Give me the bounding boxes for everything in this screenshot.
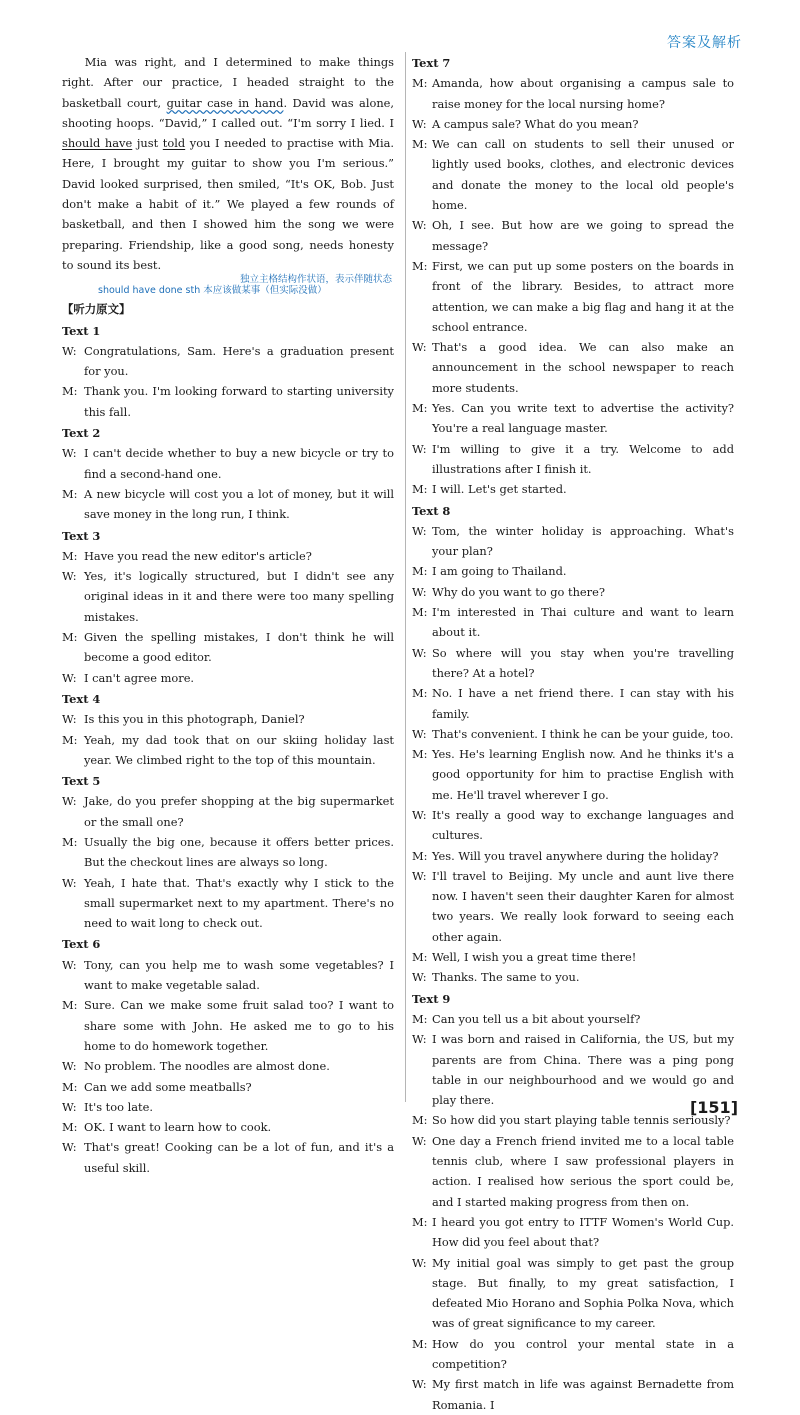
dialogue-text: It's too late. (84, 1099, 153, 1114)
speaker-label: W: (412, 1032, 427, 1047)
speaker-label: W: (62, 343, 77, 358)
dialogue-text: One day a French friend invited me to a local table tennis club, where I saw professional players in action. I realised how serious the sport could be, and I started making progress from then on. (432, 1133, 734, 1209)
dialogue-line (412, 1009, 734, 1029)
dialogue-text: Yes, it's logically structured, but I didn't see any original ideas in it and there were too many spelling mistakes. (84, 569, 394, 624)
speaker-label: W: (412, 970, 427, 985)
dialogue-line (62, 730, 394, 771)
dialogue-line (412, 215, 734, 256)
dialogue-text: Usually the big one, because it offers better prices. But the checkout lines are always so long. (84, 834, 394, 870)
dialogue-text: First, we can put up some posters on the boards in front of the library. Besides, to attract more attention, we can make a big flag and hang it at the school entrance. (432, 258, 734, 334)
speaker-label: M: (412, 137, 428, 152)
dialogue-text: Is this you in this photograph, Daniel? (84, 712, 305, 727)
dialogue-line (412, 582, 734, 602)
dialogue-text: No problem. The noodles are almost done. (84, 1059, 330, 1074)
dialogue-text: Thanks. The same to you. (432, 970, 580, 985)
dialogue-line (412, 398, 734, 439)
dialogue-text: I can't agree more. (84, 670, 195, 685)
dialogue-line (62, 709, 394, 729)
dialogue-line (412, 1253, 734, 1334)
speaker-label: M: (62, 1079, 78, 1094)
dialogue-line (412, 846, 734, 866)
dialogue-line (412, 805, 734, 846)
dialogue-text: No. I have a net friend there. I can stay with his family. (432, 686, 734, 721)
dialogue-line (62, 1097, 394, 1117)
dialogue-text: Yeah, I hate that. That's exactly why I stick to the small supermarket next to my apartment. There's no need to wait long to check out. (84, 875, 394, 931)
dialogue-line (412, 73, 734, 114)
dialogue-text: My first match in life was against Bernadette from Romania. I (432, 1377, 734, 1412)
speaker-label: W: (62, 670, 77, 685)
speaker-label: W: (412, 726, 427, 741)
speaker-label: W: (62, 712, 77, 727)
text-title: Text 2 (62, 426, 101, 441)
dialogue-line (412, 1131, 734, 1212)
speaker-label: W: (412, 1255, 427, 1270)
dialogue-text: I will. Let's get started. (432, 482, 567, 497)
speaker-label: M: (62, 486, 78, 501)
dialogue-text: Have you read the new editor's article? (84, 548, 312, 563)
speaker-label: W: (412, 523, 427, 538)
dialogue-line (62, 627, 394, 668)
dialogue-line (62, 1137, 394, 1178)
speaker-label: W: (412, 1377, 427, 1392)
passage-text-3: just (132, 136, 163, 151)
dialogue-line (412, 1110, 734, 1130)
speaker-label: M: (412, 564, 428, 579)
speaker-label: M: (412, 605, 428, 620)
dialogue-line (62, 955, 394, 996)
passage (62, 52, 394, 297)
page-header: 答案及解析 (667, 35, 742, 51)
dialogue-line (412, 724, 734, 744)
dialogue-text: Yes. Can you write text to advertise the activity? You're a real language master. (432, 401, 734, 436)
dialogue-text: Yes. He's learning English now. And he thinks it's a good opportunity for him to practise English with me. He'll travel wherever I go. (432, 747, 734, 802)
annotated-phrase-3: told (162, 136, 186, 151)
speaker-label: W: (412, 868, 427, 883)
dialogue-line (412, 947, 734, 967)
left-column (62, 52, 394, 1178)
passage-paragraph (62, 52, 394, 275)
left-dialogues (62, 321, 394, 1178)
speaker-label: M: (62, 834, 78, 849)
text-title: Text 5 (62, 774, 101, 789)
annotated-phrase-2: should have (62, 136, 133, 151)
dialogue-text: We can call on students to sell their unused or lightly used books, clothes, and electronic devices and donate the money to the local old people's home. (432, 137, 734, 213)
speaker-label: W: (412, 807, 427, 822)
dialogue-text: I heard you got entry to ITTF Women's World Cup. How did you feel about that? (432, 1214, 734, 1250)
speaker-label: M: (62, 732, 78, 747)
right-dialogues (412, 53, 734, 1415)
dialogue-line (412, 1212, 734, 1253)
speaker-label: M: (412, 686, 428, 701)
dialogue-line (412, 521, 734, 562)
text-title: Text 1 (62, 323, 101, 338)
dialogue-text: Congratulations, Sam. Here's a graduation present for you. (84, 343, 394, 379)
dialogue-text: That's convenient. I think he can be your guide, too. (432, 726, 734, 741)
speaker-label: M: (62, 548, 78, 563)
speaker-label: W: (412, 116, 427, 131)
dialogue-text: So how did you start playing table tennis seriously? (432, 1113, 731, 1128)
dialogue-line (412, 1334, 734, 1375)
dialogue-text: Yeah, my dad took that on our skiing holiday last year. We climbed right to the top of this mountain. (84, 732, 394, 767)
speaker-label: W: (412, 340, 427, 355)
dialogue-line (412, 602, 734, 643)
text-title: Text 6 (62, 937, 101, 952)
dialogue-text: Tom, the winter holiday is approaching. What's your plan? (432, 523, 734, 559)
dialogue-text: Oh, I see. But how are we going to spread the message? (432, 218, 734, 253)
dialogue-line (62, 546, 394, 566)
speaker-label: M: (412, 1011, 428, 1026)
dialogue-text: Tony, can you help me to wash some vegetables? I want to make vegetable salad. (84, 957, 394, 993)
dialogue-text: Well, I wish you a great time there! (432, 950, 637, 965)
speaker-label: M: (412, 1214, 428, 1229)
page-number-value: 151 (697, 1098, 731, 1117)
dialogue-line (62, 995, 394, 1056)
dialogue-text: That's a good idea. We can also make an announcement in the school newspaper to reach more students. (432, 340, 734, 395)
passage-text-2: . David was alone, shooting hoops. “David,” I called out. “I'm sorry I lied. I (62, 95, 395, 130)
text-title: Text 7 (412, 56, 451, 70)
dialogue-line (62, 1077, 394, 1097)
dialogue-line (412, 683, 734, 724)
page-number: [151] (689, 1098, 738, 1117)
speaker-label: M: (412, 1113, 428, 1128)
dialogue-text: Why do you want to go there? (432, 584, 605, 599)
dialogue-line (412, 744, 734, 805)
dialogue-text: Sure. Can we make some fruit salad too? I want to share some with John. He asked me to go to his home to do homework together. (84, 998, 394, 1053)
passage-text-1: Mia was right, and I determined to make things right. After our practice, I headed straight to the basketball court, (62, 55, 394, 110)
speaker-label: W: (62, 1140, 77, 1155)
dialogue-text: Yes. Will you travel anywhere during the holiday? (432, 848, 719, 863)
dialogue-line (412, 967, 734, 987)
speaker-label: W: (412, 218, 427, 233)
dialogue-text: Can we add some meatballs? (84, 1079, 252, 1094)
dialogue-line (412, 1374, 734, 1415)
dialogue-line (62, 668, 394, 688)
speaker-label: W: (62, 794, 77, 809)
speaker-label: M: (62, 630, 78, 645)
dialogue-line (412, 439, 734, 480)
dialogue-line (412, 643, 734, 684)
speaker-label: M: (412, 747, 428, 762)
dialogue-line (412, 479, 734, 499)
right-column (412, 52, 734, 1415)
speaker-label: W: (62, 875, 77, 890)
dialogue-text: A campus sale? What do you mean? (432, 116, 639, 131)
speaker-label: W: (62, 446, 77, 461)
speaker-label: W: (412, 645, 427, 660)
text-title: Text 8 (412, 503, 451, 518)
column-divider (405, 52, 406, 1102)
dialogue-line (62, 484, 394, 525)
dialogue-text: It's really a good way to exchange languages and cultures. (432, 807, 734, 843)
dialogue-text: I can't decide whether to buy a new bicycle or try to find a second-hand one. (84, 446, 394, 481)
text-title: Text 3 (62, 528, 101, 543)
dialogue-line (62, 381, 394, 422)
speaker-label: M: (412, 258, 428, 273)
dialogue-text: I'll travel to Beijing. My uncle and aunt live there now. I haven't seen their daughter Karen for almost two years. We really look forward to seeing each other again. (432, 868, 734, 944)
annotated-phrase-1: guitar case in hand (166, 95, 284, 110)
speaker-label: M: (412, 1336, 428, 1351)
dialogue-line (62, 1117, 394, 1137)
dialogue-line (412, 114, 734, 134)
speaker-label: M: (412, 950, 428, 965)
text-title: Text 9 (412, 991, 451, 1006)
dialogue-line (62, 341, 394, 382)
speaker-label: M: (62, 998, 78, 1013)
speaker-label: W: (412, 441, 427, 456)
dialogue-line (62, 791, 394, 832)
speaker-label: W: (62, 1059, 77, 1074)
dialogue-text: I am going to Thailand. (432, 564, 567, 579)
dialogue-text: A new bicycle will cost you a lot of money, but it will save money in the long run, I think. (84, 486, 394, 522)
speaker-label: M: (412, 482, 428, 497)
dialogue-text: OK. I want to learn how to cook. (84, 1120, 272, 1135)
dialogue-text: My initial goal was simply to get past the group stage. But finally, to my great satisfaction, I defeated Mio Horano and Sophia Polka Nova, which was of great significance to my career. (432, 1255, 734, 1331)
speaker-label: M: (412, 401, 428, 416)
dialogue-text: I was born and raised in California, the US, but my parents are from China. There was a ping pong table in our neighbourhood and we would go and play there. (432, 1032, 734, 1108)
dialogue-line (62, 832, 394, 873)
speaker-label: M: (62, 1120, 78, 1135)
dialogue-line (412, 866, 734, 947)
dialogue-text: That's great! Cooking can be a lot of fun, and it's a useful skill. (84, 1140, 394, 1175)
dialogue-text: Can you tell us a bit about yourself? (432, 1011, 641, 1026)
dialogue-text: Thank you. I'm looking forward to starting university this fall. (84, 384, 394, 419)
text-title: Text 4 (62, 691, 101, 706)
dialogue-text: I'm willing to give it a try. Welcome to add illustrations after I finish it. (432, 441, 734, 476)
dialogue-line (412, 1029, 734, 1110)
dialogue-text: Jake, do you prefer shopping at the big supermarket or the small one? (84, 794, 394, 829)
dialogue-line (412, 337, 734, 398)
dialogue-line (62, 1056, 394, 1076)
dialogue-line (62, 566, 394, 627)
speaker-label: W: (412, 1133, 427, 1148)
dialogue-text: Amanda, how about organising a campus sale to raise money for the local nursing home? (432, 76, 734, 111)
annotation-absolute-construction: 独立主格结构作状语，表示伴随状态 (239, 274, 392, 286)
passage-text-4: you I needed to practise with Mia. Here, I brought my guitar to show you I'm serious.” David looked surprised, then smiled, “It's OK, Bob. Just don't make a habit of it.” We played a few rounds of basketball, and then I showed him the song we were preparing. Friendship, like a good song, needs honesty to sound its best. (62, 136, 394, 272)
speaker-label: W: (62, 957, 77, 972)
speaker-label: W: (62, 1099, 77, 1114)
speaker-label: M: (412, 76, 428, 91)
dialogue-text: So where will you stay when you're travelling there? At a hotel? (432, 645, 734, 680)
speaker-label: W: (412, 584, 427, 599)
section-title: 【听力原文】 (62, 302, 131, 317)
dialogue-line (62, 873, 394, 934)
dialogue-line (412, 134, 734, 215)
speaker-label: M: (62, 384, 78, 399)
dialogue-line (412, 561, 734, 581)
dialogue-line (412, 256, 734, 337)
dialogue-text: Given the spelling mistakes, I don't think he will become a good editor. (84, 630, 394, 665)
dialogue-line (62, 443, 394, 484)
annotation-should-have-done: should have done sth 本应该做某事（但实际没做） (98, 285, 327, 297)
speaker-label: W: (62, 569, 77, 584)
speaker-label: M: (412, 848, 428, 863)
dialogue-text: I'm interested in Thai culture and want to learn about it. (432, 605, 734, 640)
dialogue-text: How do you control your mental state in a competition? (432, 1336, 734, 1371)
